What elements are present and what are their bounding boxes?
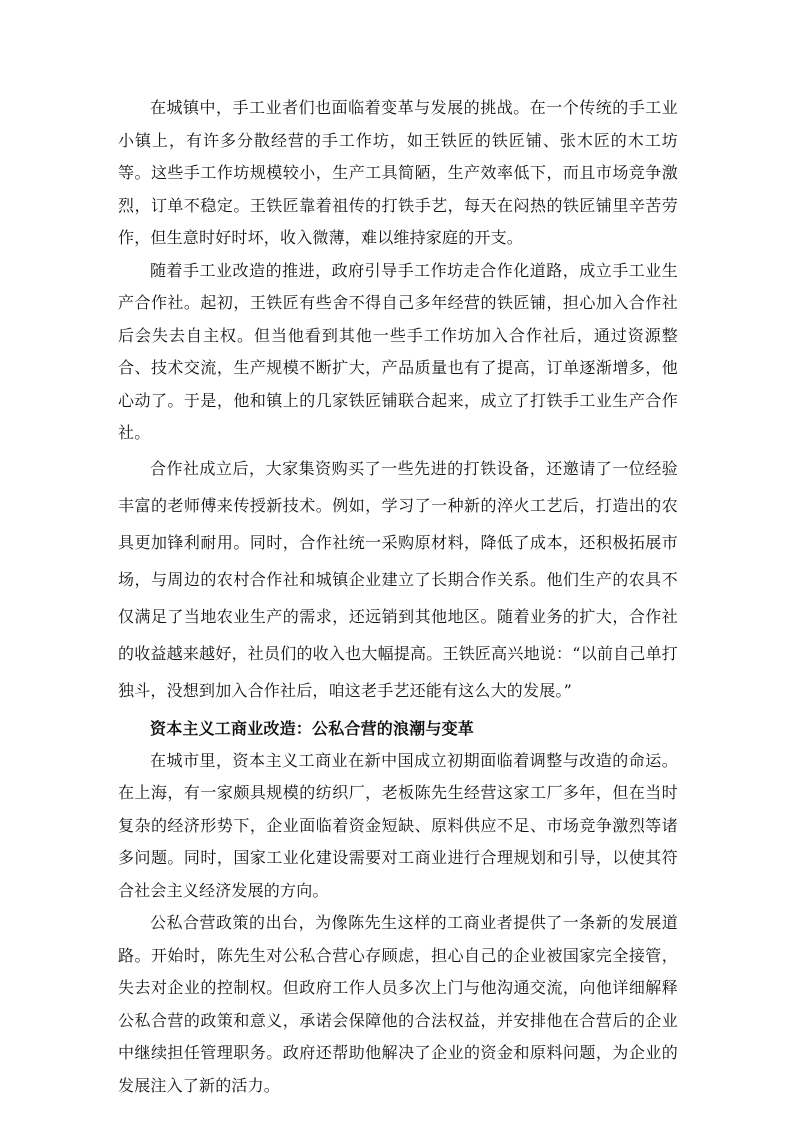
paragraph-2: 随着手工业改造的推进，政府引导手工作坊走合作化道路，成立手工业生产合作社。起初，王铁匠有些舍不得自己多年经营的铁匠铺，担心加入合作社后会失去自主权。但当他看到其他一些手工作坊加入合作社后，通过资源整合、技术交流，生产规模不断扩大，产品质量也有了提高，订单逐渐增多，他心动了。于是，他和镇上的几家铁匠铺联合起来，成立了打铁手工业生产合作社。 <box>118 260 678 442</box>
paragraph-3: 合作社成立后，大家集资购买了一些先进的打铁设备，还邀请了一位经验丰富的老师傅来传授新技术。例如，学习了一种新的淬火工艺后，打造出的农具更加锋利耐用。同时，合作社统一采购原材料，降低了成本，还积极拓展市场，与周边的农村合作社和城镇企业建立了长期合作关系。他们生产的农具不仅满足了当地农业生产的需求，还远销到其他地区。随着业务的扩大，合作社的收益越来越好，社员们的收入也大幅提高。王铁匠高兴地说：“以前自己单打独斗，没想到加入合作社后，咱这老手艺还能有这么大的发展。” <box>118 458 678 700</box>
section-heading: 资本主义工商业改造：公私合营的浪潮与变革 <box>150 718 475 738</box>
document-page <box>118 92 678 1102</box>
paragraph-4: 在城市里，资本主义工商业在新中国成立初期面临着调整与改造的命运。在上海，有一家颇具规模的纺织厂，老板陈先生经营这家工厂多年，但在当时复杂的经济形势下，企业面临着资金短缺、原料供应不足、市场竞争激烈等诸多问题。同时，国家工业化建设需要对工商业进行合理规划和引导，以使其符合社会主义经济发展的方向。 <box>118 750 678 900</box>
paragraph-5: 公私合营政策的出台，为像陈先生这样的工商业者提供了一条新的发展道路。开始时，陈先生对公私合营心存顾虑，担心自己的企业被国家完全接管，失去对企业的控制权。但政府工作人员多次上门与他沟通交流，向他详细解释公私合营的政策和意义，承诺会保障他的合法权益，并安排他在合营后的企业中继续担任管理职务。政府还帮助他解决了企业的资金和原料问题，为企业的发展注入了新的活力。 <box>118 913 678 1095</box>
paragraph-1: 在城镇中，手工业者们也面临着变革与发展的挑战。在一个传统的手工业小镇上，有许多分散经营的手工作坊，如王铁匠的铁匠铺、张木匠的木工坊等。这些手工作坊规模较小，生产工具简陋，生产效率低下，而且市场竞争激烈，订单不稳定。王铁匠靠着祖传的打铁手艺，每天在闷热的铁匠铺里辛苦劳作，但生意时好时坏，收入微薄，难以维持家庭的开支。 <box>118 98 678 247</box>
